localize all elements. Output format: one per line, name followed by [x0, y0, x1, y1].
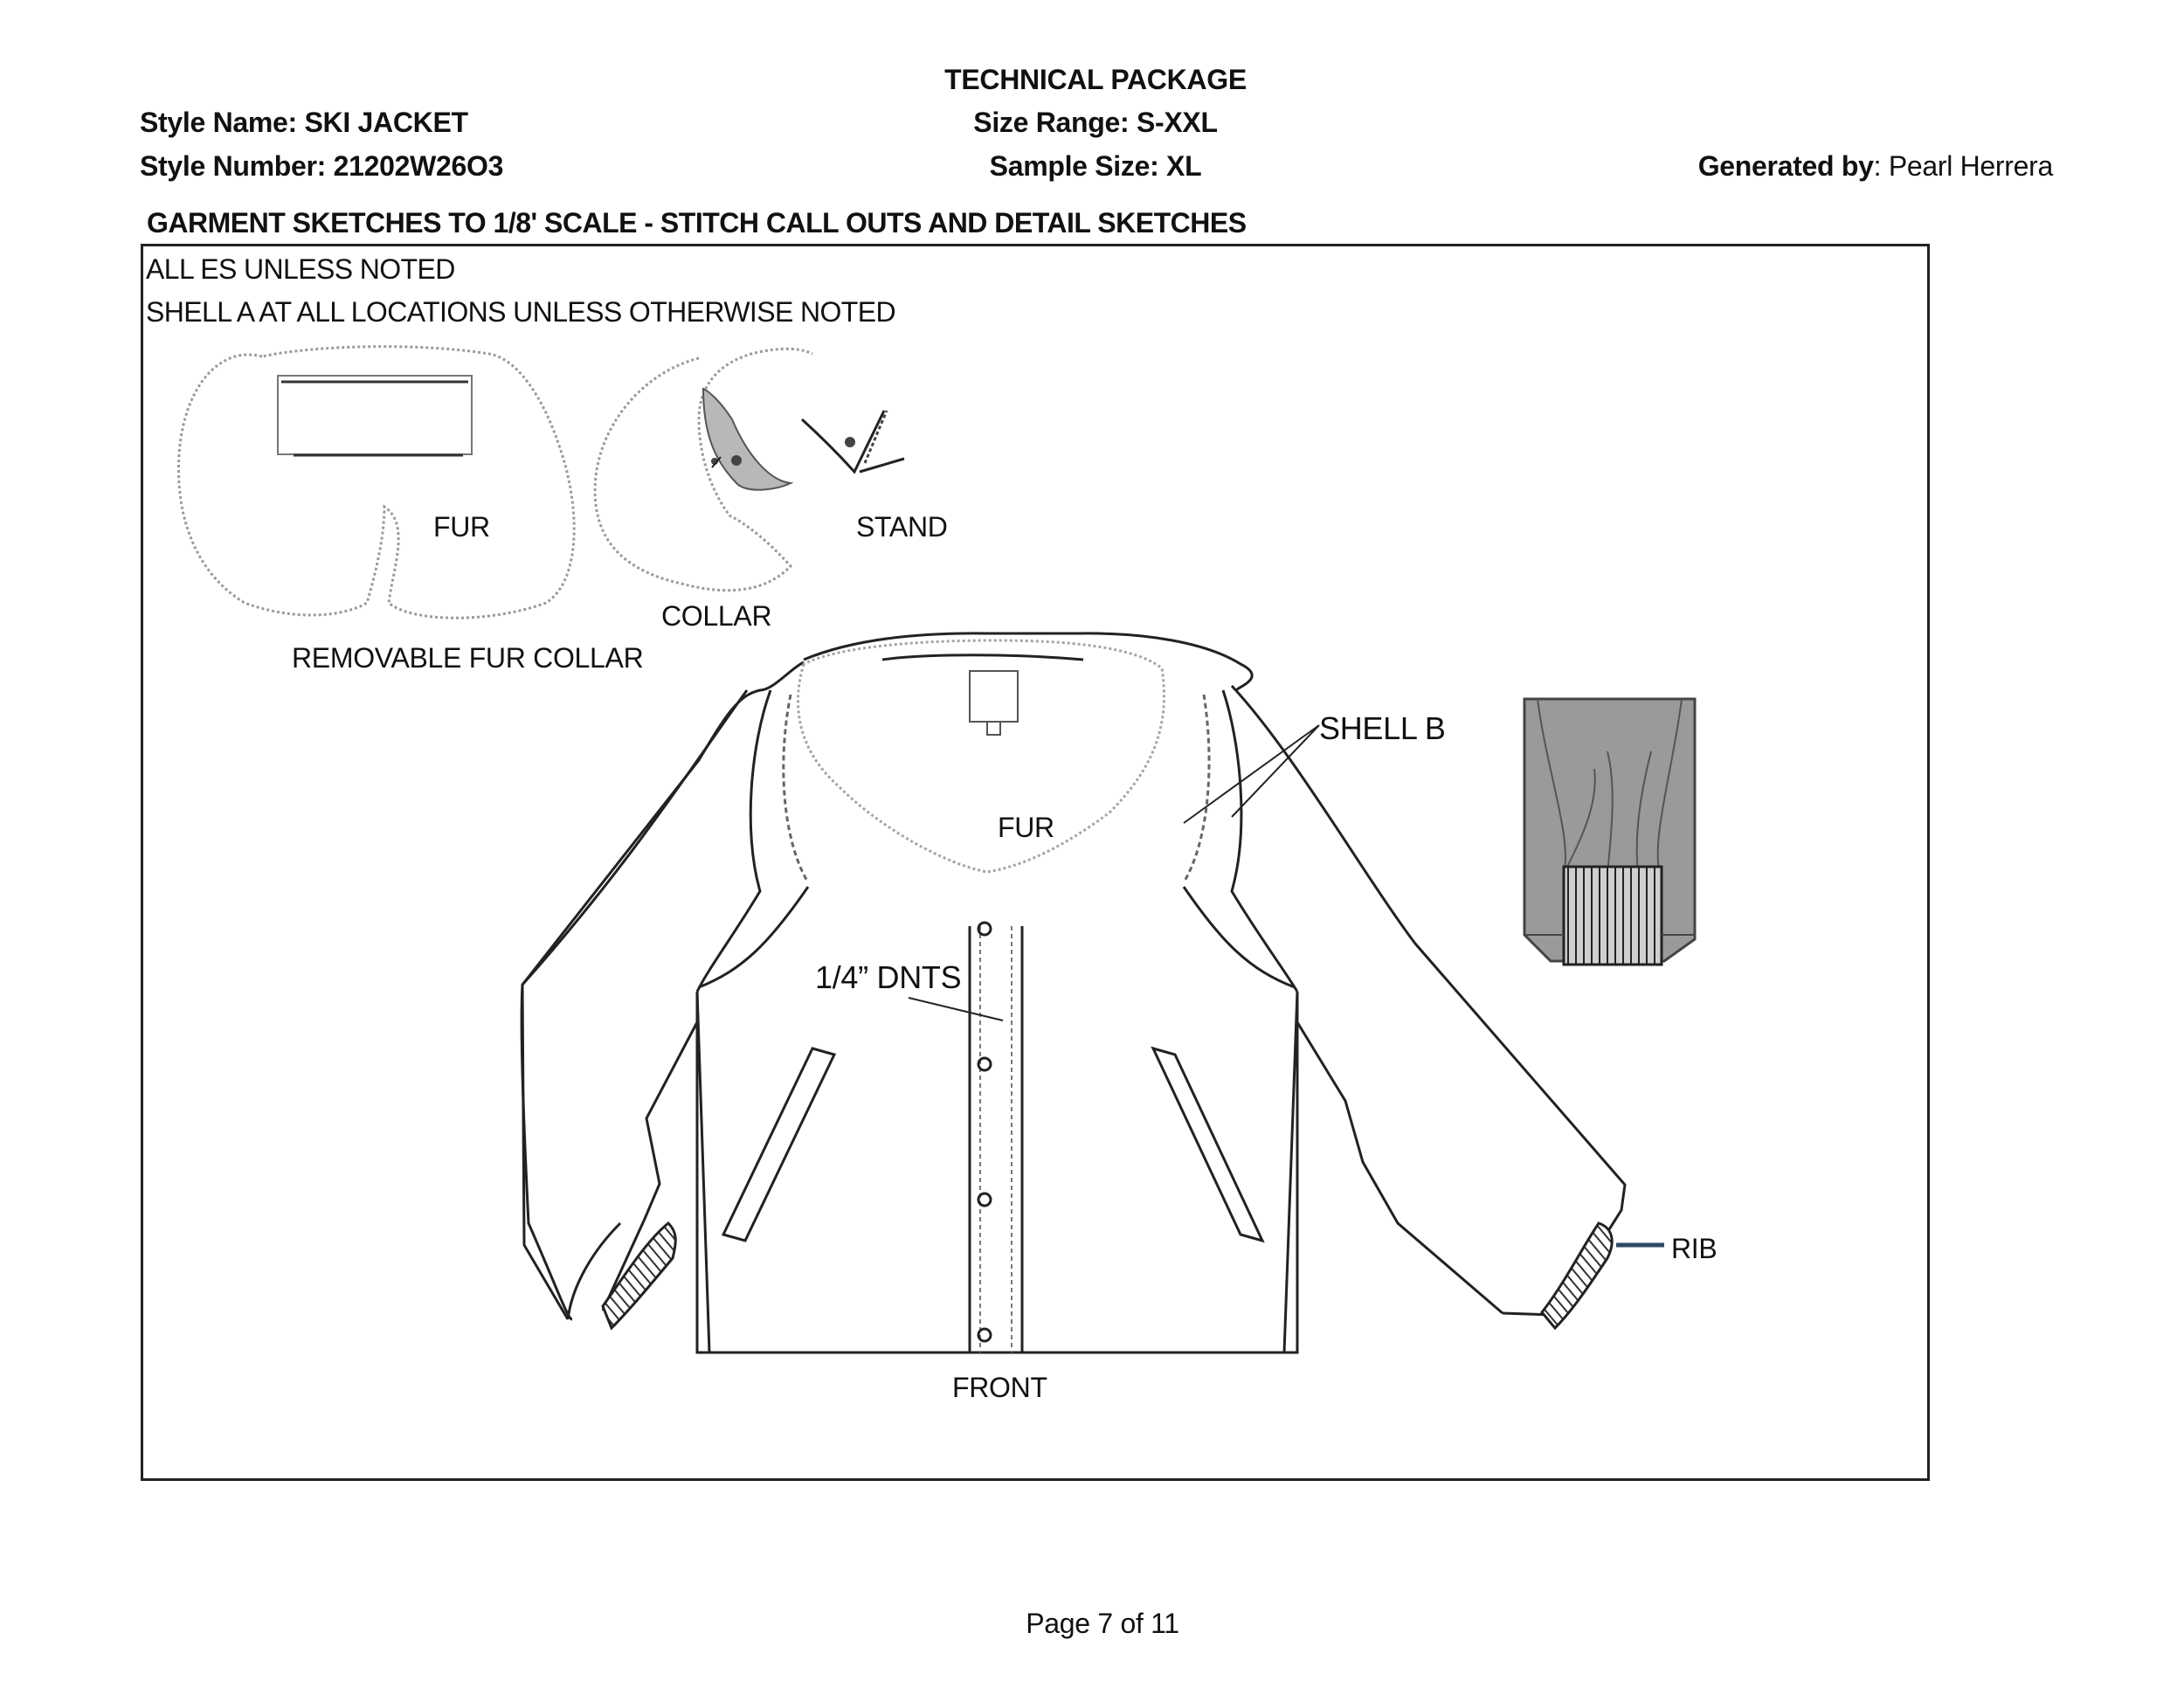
stand-sketch: [802, 411, 904, 472]
label-fur-collar-fur: FUR: [433, 511, 490, 543]
label-front-fur: FUR: [998, 812, 1054, 843]
label-collar: COLLAR: [661, 600, 772, 632]
style-number-label: Style Number:: [140, 150, 327, 182]
removable-fur-collar-sketch: [178, 347, 574, 619]
document-title: TECHNICAL PACKAGE: [944, 64, 1247, 95]
note-shell-a: SHELL A AT ALL LOCATIONS UNLESS OTHERWISE NOTED: [146, 296, 896, 328]
sample-size-value: XL: [1166, 150, 1202, 182]
style-name-label: Style Name:: [140, 107, 297, 138]
label-rib: RIB: [1671, 1233, 1717, 1264]
label-removable-fur-collar: REMOVABLE FUR COLLAR: [292, 642, 644, 674]
section-title: GARMENT SKETCHES TO 1/8' SCALE - STITCH CALL OUTS AND DETAIL SKETCHES: [147, 207, 1247, 239]
cuff-detail-sketch: [1524, 699, 1695, 965]
generated-by-label: Generated by: [1697, 150, 1874, 182]
label-stand: STAND: [856, 511, 948, 543]
page-number: Page 7 of 11: [1026, 1608, 1179, 1639]
label-shell-b: SHELL B: [1319, 710, 1446, 746]
style-number-value: 21202W26O3: [333, 150, 504, 182]
size-range-value: S-XXL: [1136, 107, 1218, 138]
label-dnts: 1/4” DNTS: [815, 959, 962, 995]
label-front: FRONT: [952, 1372, 1047, 1403]
size-range-label: Size Range:: [973, 107, 1130, 138]
style-name-value: SKI JACKET: [304, 107, 468, 138]
note-all-es: ALL ES UNLESS NOTED: [146, 253, 455, 285]
jacket-front-sketch: [522, 633, 1664, 1352]
sample-size-label: Sample Size:: [989, 150, 1159, 182]
generated-by-value: Pearl Herrera: [1888, 150, 2053, 182]
collar-sketch: [595, 349, 812, 590]
generated-by-row: Generated by: Pearl Herrera: [1697, 150, 2053, 182]
